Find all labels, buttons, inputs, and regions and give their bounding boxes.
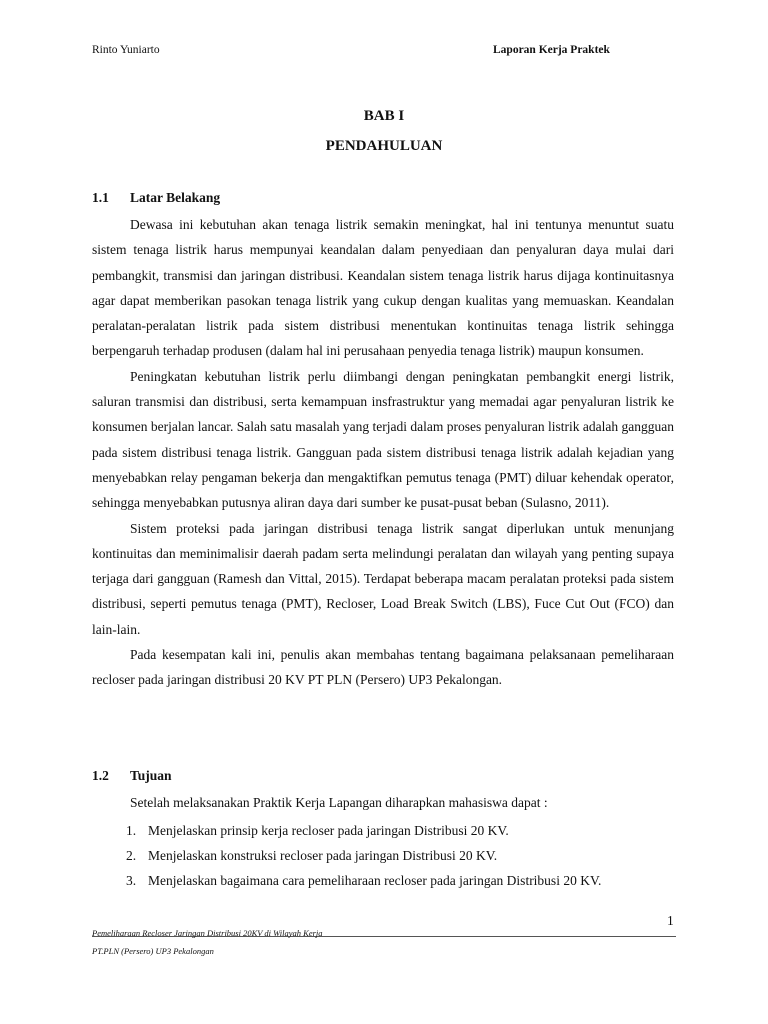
paragraph: Peningkatan kebutuhan listrik perlu diimbangi dengan peningkatan pembangkit energi listrik, saluran transmisi dan distribusi, serta kemampuan insfrastruktur yang memadai agar penyaluran listrik ke konsumen berjalan lancar. Salah satu masalah yang terjadi dalam proses penyaluran listrik adalah gangguan pada sistem distribusi tenaga listrik. Gangguan pada sistem distribusi tenaga listrik adalah kejadian yang menyebabkan relay pengaman bekerja dan mengaktifkan pemutus tenaga (PMT) diluar kehendak operator, sehingga menyebabkan putusnya aliran daya dari sumber ke pusat-pusat beban (Sulasno, 2011). [92, 368, 674, 511]
section-heading-1-1 [92, 190, 220, 206]
objectives-list [92, 818, 692, 893]
list-number: 2. [126, 848, 137, 863]
list-item [92, 868, 692, 893]
footer-line-1: Pemeliharaan Recloser Jaringan Distribusi 20KV di Wilayah Kerja [92, 928, 323, 938]
header-author: Rinto Yuniarto [92, 44, 160, 56]
chapter-number: BAB I [363, 108, 405, 124]
section-title: Latar Belakang [130, 190, 221, 205]
paragraph: Pada kesempatan kali ini, penulis akan membahas tentang bagaimana pelaksanaan pemeliharaan recloser pada jaringan distribusi 20 KV PT PLN (Persero) UP3 Pekalongan. [92, 647, 674, 688]
section-1-1-body [92, 212, 674, 693]
paragraph: Sistem proteksi pada jaringan distribusi tenaga listrik sangat diperlukan untuk menunjang kontinuitas dan meminimalisir daerah padam serta melindungi peralatan dan wilayah yang penting supaya terjaga dari gangguan (Ramesh dan Vittal, 2015). Terdapat beberapa macam peralatan proteksi pada sistem distribusi, seperti pemutus tenaga (PMT), Recloser, Load Break Switch (LBS), Fuce Cut Out (FCO) dan lain-lain. [92, 520, 674, 637]
footer-line-2: PT.PLN (Persero) UP3 Pekalongan [92, 946, 214, 956]
page-number: 1 [667, 913, 674, 928]
paragraph: Dewasa ini kebutuhan akan tenaga listrik semakin meningkat, hal ini tentunya menuntut suatu sistem tenaga listrik harus mempunyai keandalan dalam penyediaan dan penyaluran daya mulai dari pembangkit, transmisi dan jaringan distribusi. Keandalan sistem tenaga listrik harus dijaga kontinuitasnya agar dapat memberikan pasokan tenaga listrik yang cukup dengan kualitas yang memuaskan. Keandalan peralatan-peralatan listrik pada sistem distribusi menentukan kontinuitas tenaga listrik sehingga berpengaruh terhadap produsen (dalam hal ini perusahaan penyedia tenaga listrik) maupun konsumen. [92, 217, 674, 359]
header-doc-type: Laporan Kerja Praktek [493, 44, 610, 56]
section-heading-1-2 [92, 768, 172, 784]
list-text: Menjelaskan bagaimana cara pemeliharaan recloser pada jaringan Distribusi 20 KV. [148, 873, 602, 888]
section-intro: Setelah melaksanakan Praktik Kerja Lapangan diharapkan mahasiswa dapat : [130, 795, 548, 810]
list-text: Menjelaskan prinsip kerja recloser pada jaringan Distribusi 20 KV. [148, 823, 509, 838]
list-number: 3. [126, 873, 137, 888]
list-number: 1. [126, 823, 137, 838]
list-item [92, 818, 692, 843]
list-text: Menjelaskan konstruksi recloser pada jaringan Distribusi 20 KV. [148, 848, 498, 863]
list-item [92, 843, 692, 868]
section-number: 1.1 [92, 190, 109, 205]
section-number: 1.2 [92, 768, 109, 783]
section-title: Tujuan [130, 768, 172, 783]
chapter-title: PENDAHULUAN [325, 138, 443, 154]
